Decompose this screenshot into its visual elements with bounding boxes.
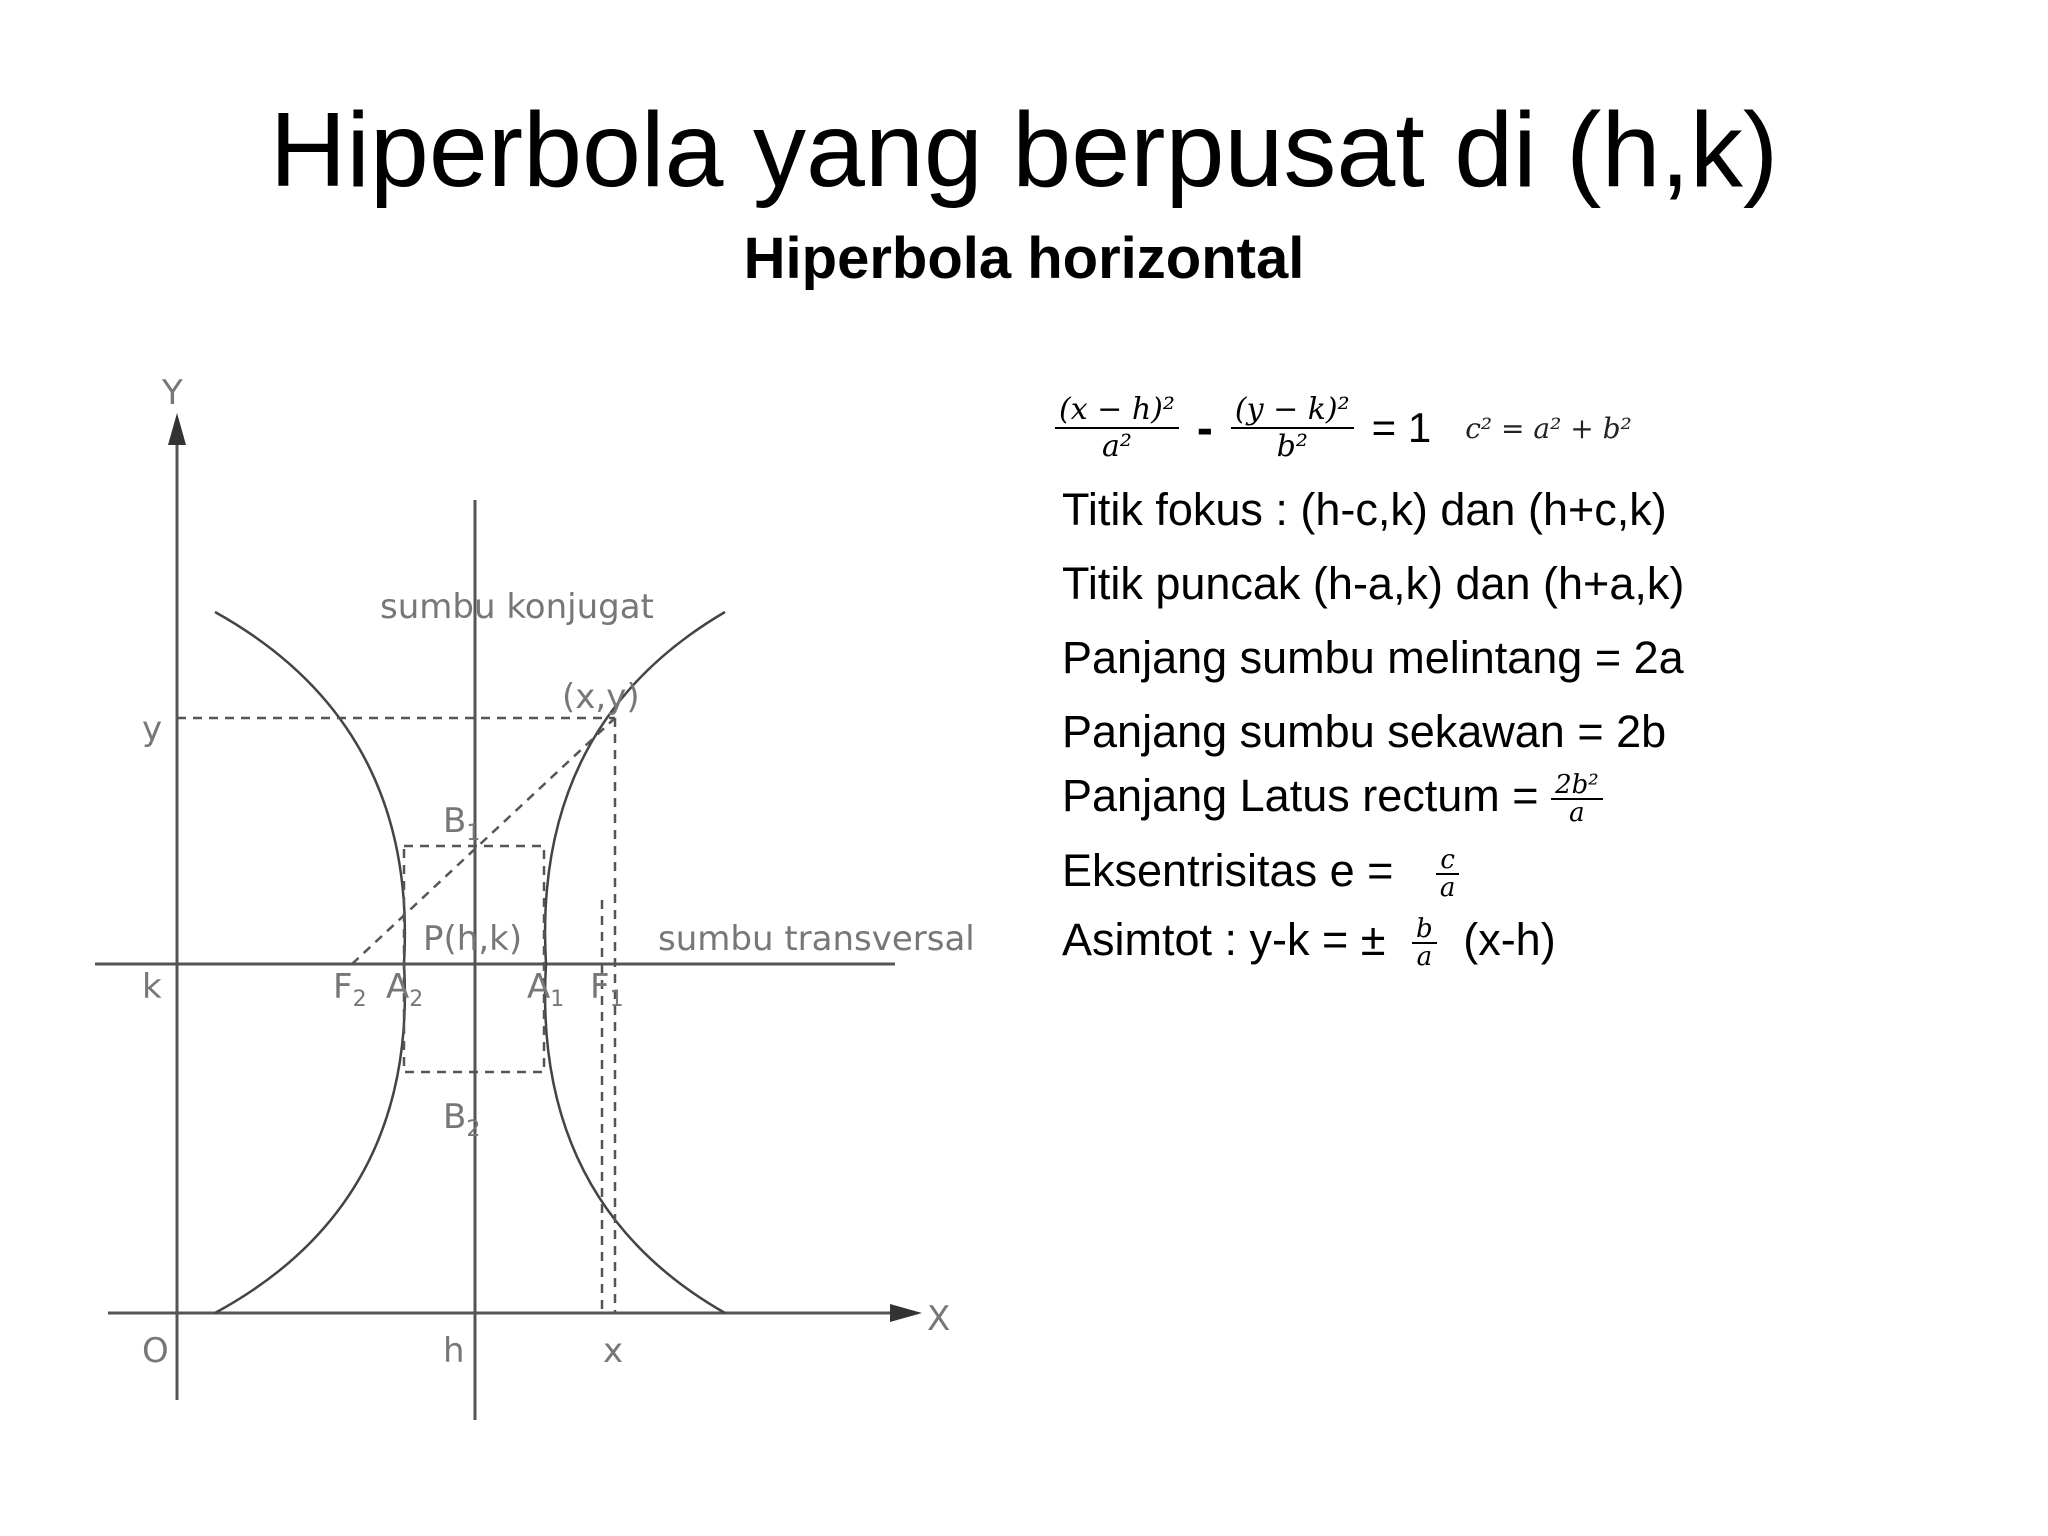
y-axis-arrow bbox=[168, 413, 186, 445]
asymptote-label: Asimtot : y-k = ± bbox=[1062, 913, 1386, 965]
eccentricity-numerator: c bbox=[1436, 847, 1459, 875]
equation-frac1-numerator: (x − h)² bbox=[1055, 392, 1179, 429]
b2-label: $B_2$ bbox=[443, 1097, 481, 1142]
asymptote-numerator: b bbox=[1412, 916, 1437, 944]
latus-rectum-row bbox=[1062, 769, 1603, 828]
latus-rectum-fraction bbox=[1551, 772, 1603, 826]
c-squared-relation: c² = a² + b² bbox=[1465, 411, 1632, 445]
eccentricity-denominator: a bbox=[1439, 873, 1456, 903]
f1-label: $F_1$ bbox=[590, 967, 624, 1012]
conjugate-length-text: Panjang sumbu sekawan = 2b bbox=[1062, 706, 1667, 757]
transverse-length-text: Panjang sumbu melintang = 2a bbox=[1062, 632, 1684, 683]
eccentricity-fraction bbox=[1436, 847, 1460, 901]
slide-subtitle: Hiperbola horizontal bbox=[743, 226, 1305, 291]
x-axis-label: X bbox=[927, 1299, 951, 1339]
eccentricity-row bbox=[1062, 844, 1459, 903]
origin-label: O bbox=[142, 1331, 169, 1371]
y-tick-label: y bbox=[142, 709, 163, 749]
eccentricity-label: Eksentrisitas e = bbox=[1062, 844, 1394, 896]
b1-label: $B_1$ bbox=[443, 801, 481, 846]
equation-fraction-x bbox=[1055, 392, 1179, 464]
a1-label: $A_1$ bbox=[527, 967, 565, 1012]
x-axis-arrow bbox=[890, 1304, 922, 1322]
slide-title: Hiperbola yang berpusat di (h,k) bbox=[269, 91, 1779, 209]
conjugate-axis-label: sumbu konjugat bbox=[380, 587, 654, 627]
asymptote-tail: (x-h) bbox=[1463, 913, 1556, 965]
y-axis-label: Y bbox=[162, 373, 183, 413]
asymptote-denominator: a bbox=[1416, 942, 1433, 972]
point-xy-label: (x,y) bbox=[562, 677, 640, 717]
k-tick-label: k bbox=[142, 967, 162, 1007]
latus-rectum-label: Panjang Latus rectum = bbox=[1062, 769, 1539, 821]
transverse-axis-label: sumbu transversal bbox=[658, 919, 975, 959]
asymptote-row bbox=[1062, 913, 1556, 972]
center-label: P(h,k) bbox=[423, 919, 523, 959]
asymptote-fraction bbox=[1412, 916, 1437, 970]
h-tick-label: h bbox=[443, 1331, 465, 1371]
equation-equals-one: = 1 bbox=[1371, 404, 1432, 451]
equation-fraction-y bbox=[1231, 392, 1354, 464]
equation-frac1-denominator: a² bbox=[1101, 429, 1132, 464]
latus-rectum-denominator: a bbox=[1569, 798, 1585, 828]
latus-rectum-numerator: 2b² bbox=[1551, 772, 1603, 800]
vertex-text: Titik puncak (h-a,k) dan (h+a,k) bbox=[1062, 558, 1685, 609]
equation-frac2-denominator: b² bbox=[1276, 429, 1308, 464]
f2-label: $F_2$ bbox=[333, 967, 367, 1012]
x-tick-label: x bbox=[603, 1331, 624, 1371]
equation-frac2-numerator: (y − k)² bbox=[1231, 392, 1354, 429]
hyperbola-equation bbox=[1055, 383, 1632, 473]
a2-label: $A_2$ bbox=[386, 967, 424, 1012]
equation-minus: - bbox=[1196, 401, 1213, 455]
focus-text: Titik fokus : (h-c,k) dan (h+c,k) bbox=[1062, 484, 1667, 535]
